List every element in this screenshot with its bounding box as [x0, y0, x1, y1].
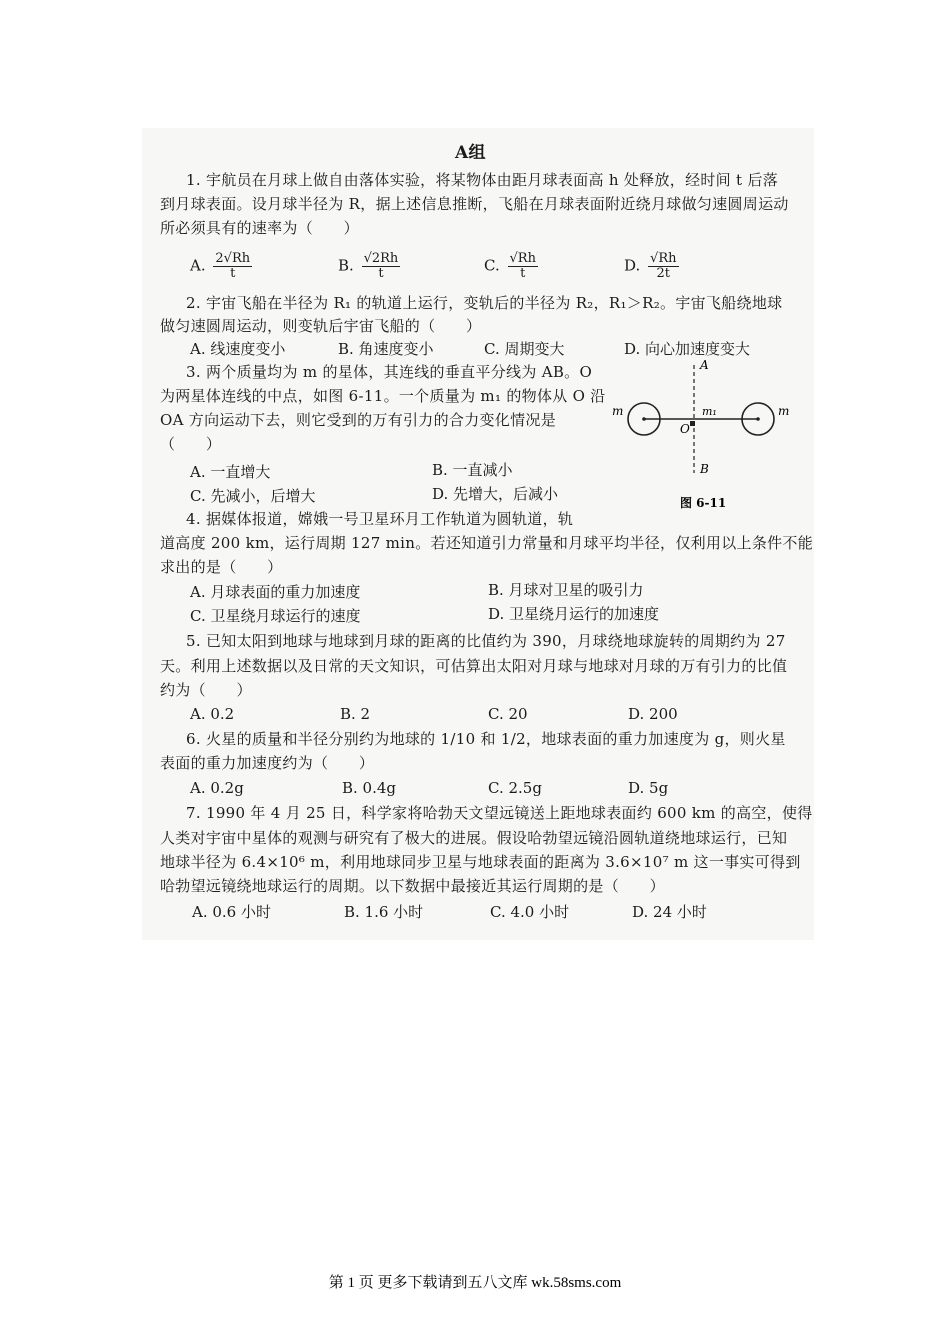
q2-line-2: 做匀速圆周运动，则变轨后宇宙飞船的（ ）: [160, 317, 482, 335]
q6-line-2: 表面的重力加速度约为（ ）: [160, 754, 375, 772]
q5-option-c: C. 20: [488, 705, 528, 723]
q7-option-d: D. 24 小时: [632, 903, 707, 921]
q5-line-2: 天。利用上述数据以及日常的天文知识，可估算出太阳对月球与地球对月球的万有引力的比值: [160, 657, 788, 675]
q7-line-2: 人类对宇宙中星体的观测与研究有了极大的进展。假设哈勃望远镜沿圆轨道绕地球运行，已知: [160, 829, 788, 847]
q5-option-a: A. 0.2: [190, 705, 235, 723]
q4-option-a: A. 月球表面的重力加速度: [190, 583, 361, 601]
q1-line-2: 到月球表面。设月球半径为 R，据上述信息推断，飞船在月球表面附近绕月球做匀速圆周运动: [160, 195, 789, 213]
q3-option-d: D. 先增大，后减小: [432, 485, 559, 503]
q7-option-a: A. 0.6 小时: [192, 903, 271, 921]
q6-option-b: B. 0.4g: [342, 779, 397, 797]
q1-option-b: B. $\frac{√2Rh}{t}$: [338, 251, 399, 281]
q3-line-1: 3. 两个质量均为 m 的星体，其连线的垂直平分线为 AB。O: [186, 363, 593, 381]
q1-option-a: A. $\frac{2√Rh}{t}$: [190, 251, 251, 281]
q5-line-1: 5. 已知太阳到地球与地球到月球的距离的比值约为 390，月球绕地球旋转的周期约为 27: [186, 632, 786, 650]
q3-option-b: B. 一直减小: [432, 461, 513, 479]
q5-line-3: 约为（ ）: [160, 681, 252, 699]
q2-option-c: C. 周期变大: [484, 340, 565, 358]
figure-6-11: [610, 355, 800, 520]
q2-option-b: B. 角速度变小: [338, 340, 434, 358]
q2-line-1: 2. 宇宙飞船在半径为 R₁ 的轨道上运行，变轨后的半径为 R₂，R₁＞R₂。宇宙飞船绕地球: [186, 294, 783, 312]
figure-caption: 图 6-11: [680, 496, 727, 510]
page-footer: 第 1 页 更多下载请到五八文库 wk.58sms.com: [328, 1275, 622, 1291]
q2-option-a: A. 线速度变小: [190, 340, 286, 358]
q1-line-3: 所必须具有的速率为（ ）: [160, 219, 359, 237]
q3-option-c: C. 先减小，后增大: [190, 487, 316, 505]
section-title: A组: [455, 143, 486, 163]
q3-line-4: （ ）: [160, 435, 222, 453]
q3-line-3: OA 方向运动下去，则它受到的万有引力的合力变化情况是: [160, 411, 557, 429]
label-m-right: m: [778, 404, 790, 418]
q1-option-c: C. $\frac{√Rh}{t}$: [484, 251, 536, 281]
q3-option-a: A. 一直增大: [190, 463, 271, 481]
q2-option-d: D. 向心加速度变大: [624, 340, 751, 358]
q7-line-1: 7. 1990 年 4 月 25 日，科学家将哈勃天文望远镜送上距地球表面约 600 km 的高空，使得: [186, 804, 813, 822]
q1-line-1: 1. 宇航员在月球上做自由落体实验，将某物体由距月球表面高 h 处释放，经时间 t 后落: [186, 171, 779, 189]
q4-line-1: 4. 据媒体报道，嫦娥一号卫星环月工作轨道为圆轨道，轨: [186, 510, 574, 528]
q4-line-3: 求出的是（ ）: [160, 558, 283, 576]
q7-option-b: B. 1.6 小时: [344, 903, 424, 921]
mass-m1-block: [690, 421, 695, 426]
q7-option-c: C. 4.0 小时: [490, 903, 570, 921]
q4-option-d: D. 卫星绕月运行的加速度: [488, 605, 660, 623]
q4-option-b: B. 月球对卫星的吸引力: [488, 581, 644, 599]
label-m-left: m: [612, 404, 624, 418]
q3-line-2: 为两星体连线的中点，如图 6-11。一个质量为 m₁ 的物体从 O 沿: [160, 387, 606, 405]
label-m1: m₁: [702, 405, 717, 418]
label-b: B: [700, 462, 709, 476]
q6-option-d: D. 5g: [628, 779, 669, 797]
label-o: O: [680, 422, 690, 436]
q4-option-c: C. 卫星绕月球运行的速度: [190, 607, 361, 625]
q4-line-2: 道高度 200 km，运行周期 127 min。若还知道引力常量和月球平均半径，仅利用以上条件不能: [160, 534, 814, 552]
q5-option-b: B. 2: [340, 705, 371, 723]
q1-option-d: D. $\frac{√Rh}{2t}$: [624, 251, 677, 281]
q5-option-d: D. 200: [628, 705, 678, 723]
q6-option-c: C. 2.5g: [488, 779, 542, 797]
label-a: A: [700, 358, 709, 372]
q6-option-a: A. 0.2g: [190, 779, 244, 797]
q6-line-1: 6. 火星的质量和半径分别约为地球的 1/10 和 1/2，地球表面的重力加速度为 g，则火星: [186, 730, 786, 748]
q7-line-3: 地球半径为 6.4×10⁶ m，利用地球同步卫星与地球表面的距离为 3.6×10⁷ m 这一事实可得到: [160, 853, 801, 871]
q7-line-4: 哈勃望远镜绕地球运行的周期。以下数据中最接近其运行周期的是（ ）: [160, 877, 665, 895]
